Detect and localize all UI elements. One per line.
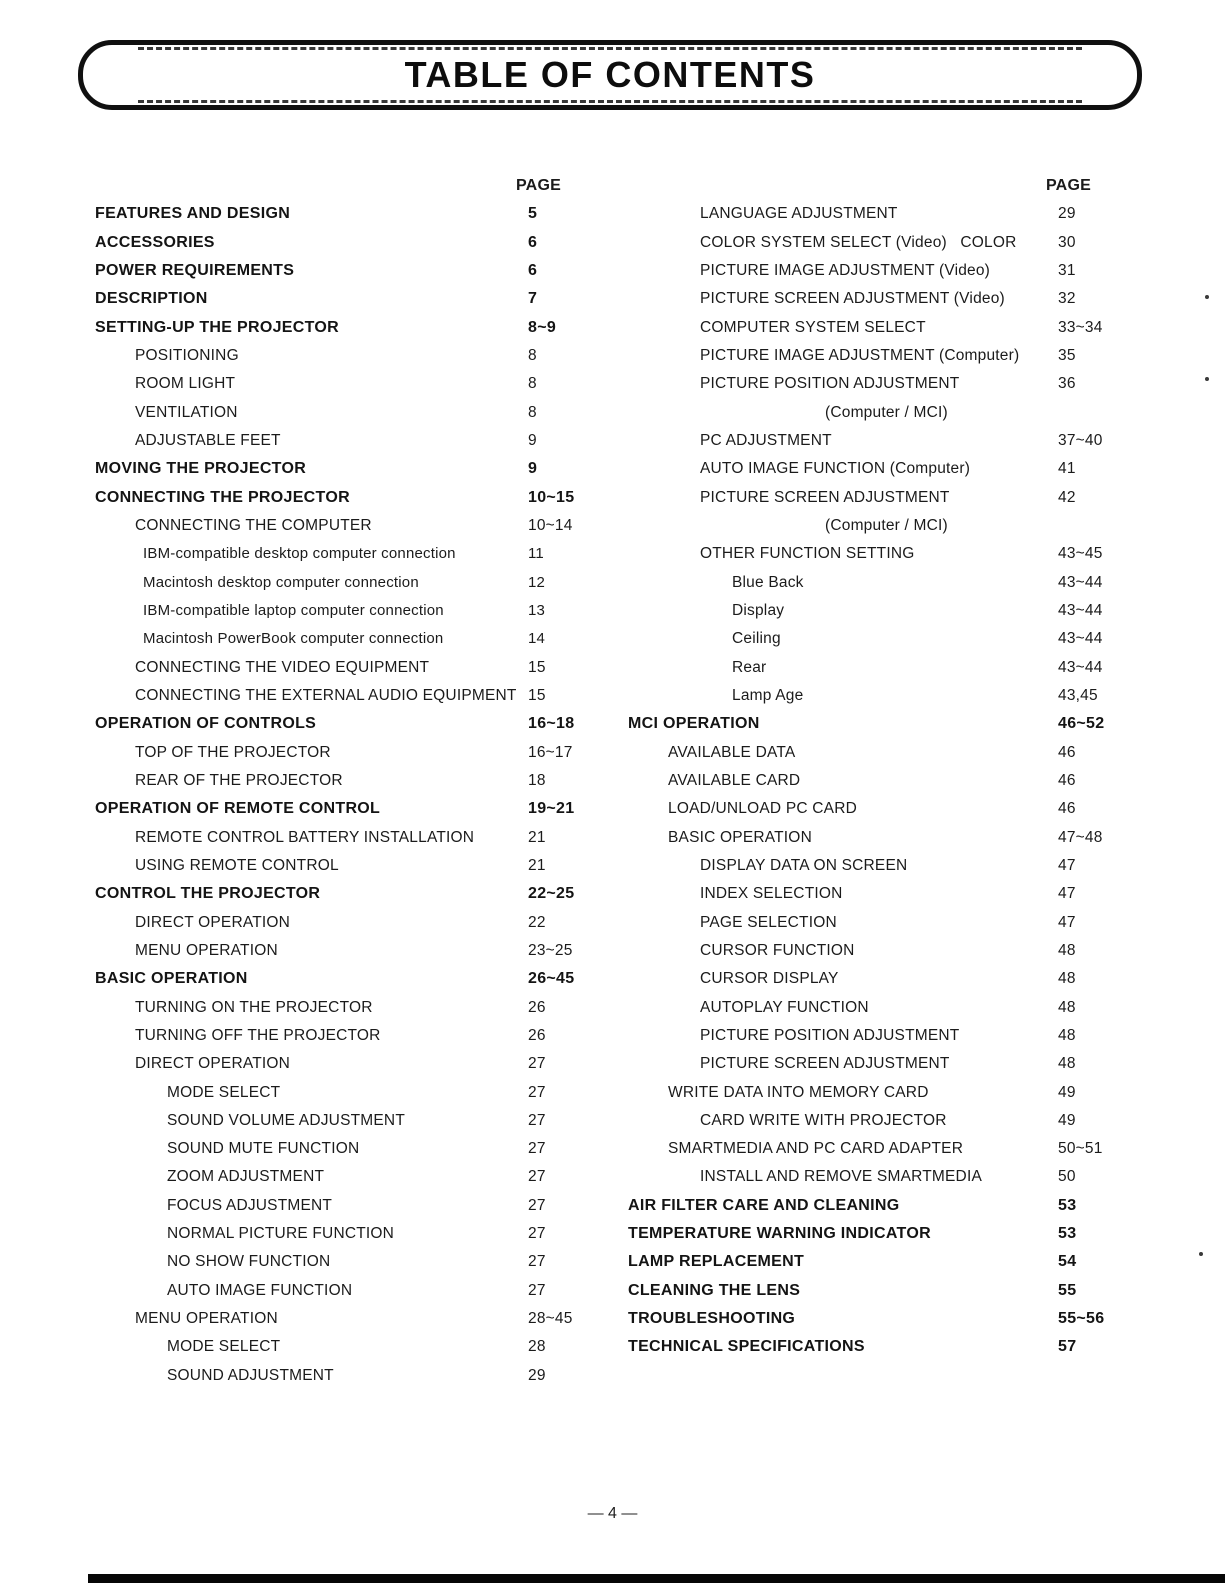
toc-entry bbox=[628, 257, 1198, 285]
toc-entry-page: 47 bbox=[1058, 885, 1076, 903]
toc-entry-title: DIRECT OPERATION bbox=[135, 1055, 291, 1073]
toc-entry bbox=[628, 937, 1198, 965]
toc-entry bbox=[628, 1163, 1198, 1191]
bottom-scan-bar bbox=[88, 1574, 1225, 1583]
toc-entry-title: SOUND VOLUME ADJUSTMENT bbox=[167, 1111, 405, 1129]
toc-entry-title: CARD WRITE WITH PROJECTOR bbox=[700, 1111, 947, 1129]
toc-entry bbox=[628, 682, 1198, 710]
toc-entry bbox=[95, 824, 625, 852]
toc-entry-title: LOAD/UNLOAD PC CARD bbox=[668, 800, 857, 818]
toc-entry-title: COMPUTER SYSTEM SELECT bbox=[700, 318, 926, 336]
toc-entry bbox=[628, 1050, 1198, 1078]
page-number-footer: — 4 — bbox=[587, 1505, 638, 1522]
toc-entry-title: CONNECTING THE PROJECTOR bbox=[95, 488, 350, 506]
toc-entry bbox=[95, 370, 625, 398]
toc-entry-page: 36 bbox=[1058, 375, 1076, 393]
toc-entry-page: 10~14 bbox=[528, 516, 573, 534]
toc-entry-page: 55 bbox=[1058, 1281, 1077, 1299]
toc-entry bbox=[95, 739, 625, 767]
toc-entry-title: CURSOR DISPLAY bbox=[700, 970, 839, 988]
toc-entry-title: DESCRIPTION bbox=[95, 290, 208, 308]
toc-entry-page: 43,45 bbox=[1058, 686, 1098, 704]
toc-entry bbox=[628, 880, 1198, 908]
toc-entry bbox=[628, 512, 1198, 540]
toc-entry-page: 48 bbox=[1058, 1026, 1076, 1044]
toc-entry-title: ZOOM ADJUSTMENT bbox=[167, 1168, 325, 1186]
toc-entry-title: PICTURE POSITION ADJUSTMENT bbox=[700, 375, 960, 393]
toc-entry-title: ACCESSORIES bbox=[95, 233, 215, 251]
toc-entry-title: (Computer / MCI) bbox=[825, 403, 948, 421]
toc-entry-page: 11 bbox=[528, 545, 544, 563]
toc-entry-title: ROOM LIGHT bbox=[135, 375, 236, 393]
toc-entry-page: 18 bbox=[528, 771, 546, 789]
toc-entry bbox=[95, 314, 625, 342]
toc-entry-page: 50~51 bbox=[1058, 1140, 1103, 1158]
toc-entry bbox=[628, 654, 1198, 682]
toc-entry-page: 37~40 bbox=[1058, 431, 1103, 449]
toc-entry bbox=[95, 795, 625, 823]
toc-entry-title: PICTURE SCREEN ADJUSTMENT bbox=[700, 1055, 950, 1073]
toc-entry-title: TECHNICAL SPECIFICATIONS bbox=[628, 1338, 865, 1356]
toc-entry-page: 46 bbox=[1058, 800, 1076, 818]
toc-entry-page: 26 bbox=[528, 1026, 546, 1044]
toc-entry bbox=[95, 1107, 625, 1135]
toc-entry-page: 50 bbox=[1058, 1168, 1076, 1186]
toc-entry bbox=[628, 229, 1198, 257]
toc-entry bbox=[95, 399, 625, 427]
toc-entry-page: 47 bbox=[1058, 913, 1076, 931]
toc-entry bbox=[628, 767, 1198, 795]
toc-entry-title: ADJUSTABLE FEET bbox=[135, 431, 281, 449]
toc-entry-page: 8 bbox=[528, 375, 537, 393]
toc-entry-page: 29 bbox=[1058, 205, 1076, 223]
toc-entry-title: SETTING-UP THE PROJECTOR bbox=[95, 318, 339, 336]
toc-entry-title: CURSOR FUNCTION bbox=[700, 941, 855, 959]
toc-entry-title: SOUND ADJUSTMENT bbox=[167, 1366, 334, 1384]
toc-entry-title: TOP OF THE PROJECTOR bbox=[135, 743, 331, 761]
toc-entry bbox=[95, 1022, 625, 1050]
toc-entry bbox=[95, 1220, 625, 1248]
toc-entry-page: 41 bbox=[1058, 460, 1076, 478]
toc-entry bbox=[628, 1135, 1198, 1163]
toc-entry-page: 27 bbox=[528, 1140, 546, 1158]
toc-entry-title: PICTURE IMAGE ADJUSTMENT (Video) bbox=[700, 261, 991, 279]
toc-entry-page: 27 bbox=[528, 1055, 546, 1073]
toc-entry-title: Lamp Age bbox=[732, 686, 804, 704]
toc-entry-page: 48 bbox=[1058, 941, 1076, 959]
toc-entry-page: 9 bbox=[528, 431, 537, 449]
toc-entry bbox=[628, 285, 1198, 313]
toc-entry-title: MENU OPERATION bbox=[135, 1310, 278, 1328]
toc-entry-title: AVAILABLE DATA bbox=[668, 743, 796, 761]
toc-entry bbox=[628, 1333, 1198, 1361]
toc-entry-page: 21 bbox=[528, 828, 546, 846]
toc-entry-page: 22 bbox=[528, 913, 546, 931]
toc-entry-title: AUTOPLAY FUNCTION bbox=[700, 998, 869, 1016]
toc-entry-title: TEMPERATURE WARNING INDICATOR bbox=[628, 1225, 931, 1243]
toc-entry-page: 9 bbox=[528, 460, 538, 478]
toc-entry-page: 46~52 bbox=[1058, 715, 1105, 733]
toc-entry bbox=[95, 569, 625, 597]
title-box bbox=[78, 40, 1142, 110]
toc-entry-title: Blue Back bbox=[732, 573, 804, 591]
toc-entry-page: 8~9 bbox=[528, 318, 557, 336]
toc-entry bbox=[628, 909, 1198, 937]
toc-entry-page: 16~17 bbox=[528, 743, 573, 761]
toc-entry-title: CONNECTING THE VIDEO EQUIPMENT bbox=[135, 658, 430, 676]
toc-entry-page: 46 bbox=[1058, 771, 1076, 789]
toc-entry bbox=[628, 399, 1198, 427]
toc-entry bbox=[95, 1305, 625, 1333]
toc-entry-title: DISPLAY DATA ON SCREEN bbox=[700, 856, 908, 874]
toc-entry-title: AVAILABLE CARD bbox=[668, 771, 801, 789]
scan-speck bbox=[1199, 1252, 1203, 1256]
toc-entry-page: 49 bbox=[1058, 1083, 1076, 1101]
toc-entry-title: Ceiling bbox=[732, 630, 781, 648]
toc-entry-page: 49 bbox=[1058, 1111, 1076, 1129]
toc-entry-title: TURNING ON THE PROJECTOR bbox=[135, 998, 373, 1016]
toc-entry-page: 31 bbox=[1058, 261, 1076, 279]
toc-entry-title: FEATURES AND DESIGN bbox=[95, 205, 291, 223]
toc-entry bbox=[95, 455, 625, 483]
toc-entry-title: OPERATION OF REMOTE CONTROL bbox=[95, 800, 381, 818]
toc-entry-page: 46 bbox=[1058, 743, 1076, 761]
toc-entry-page: 26 bbox=[528, 998, 546, 1016]
toc-entry bbox=[95, 710, 625, 738]
toc-entry-title: OTHER FUNCTION SETTING bbox=[700, 545, 915, 563]
toc-entry bbox=[628, 1220, 1198, 1248]
toc-entry bbox=[95, 880, 625, 908]
page-column-header bbox=[95, 172, 625, 200]
toc-entry-title: SOUND MUTE FUNCTION bbox=[167, 1140, 360, 1158]
page-title: TABLE OF CONTENTS bbox=[404, 54, 816, 95]
toc-entry bbox=[95, 1248, 625, 1276]
toc-entry-page: 10~15 bbox=[528, 488, 575, 506]
toc-entry-title: OPERATION OF CONTROLS bbox=[95, 715, 317, 733]
toc-entry bbox=[95, 285, 625, 313]
toc-entry-page: 29 bbox=[528, 1366, 546, 1384]
toc-entry-page: 6 bbox=[528, 261, 538, 279]
toc-entry bbox=[95, 767, 625, 795]
toc-entry-title: PICTURE IMAGE ADJUSTMENT (Computer) bbox=[700, 346, 1020, 364]
toc-entry-title: INDEX SELECTION bbox=[700, 885, 843, 903]
toc-entry-title: DIRECT OPERATION bbox=[135, 913, 291, 931]
toc-column-right bbox=[628, 172, 1198, 1362]
toc-entry-title: NO SHOW FUNCTION bbox=[167, 1253, 331, 1271]
toc-entry bbox=[95, 1192, 625, 1220]
toc-entry-page: 33~34 bbox=[1058, 318, 1103, 336]
toc-entry-page: 43~44 bbox=[1058, 658, 1103, 676]
toc-entry-title: PICTURE POSITION ADJUSTMENT bbox=[700, 1026, 960, 1044]
toc-entry-page: 8 bbox=[528, 403, 537, 421]
toc-entry bbox=[95, 994, 625, 1022]
toc-entry-title: INSTALL AND REMOVE SMARTMEDIA bbox=[700, 1168, 982, 1186]
toc-entry-title: COLOR SYSTEM SELECT (Video) COLOR bbox=[700, 233, 1017, 251]
toc-entry bbox=[628, 965, 1198, 993]
toc-entry bbox=[628, 994, 1198, 1022]
toc-entry-title: FOCUS ADJUSTMENT bbox=[167, 1196, 333, 1214]
toc-entry-title: SMARTMEDIA AND PC CARD ADAPTER bbox=[668, 1140, 964, 1158]
toc-entry-title: TROUBLESHOOTING bbox=[628, 1310, 796, 1328]
toc-entry-title: MOVING THE PROJECTOR bbox=[95, 460, 307, 478]
toc-entry-page: 27 bbox=[528, 1281, 546, 1299]
toc-entry bbox=[95, 540, 625, 568]
toc-entry-page: 43~44 bbox=[1058, 601, 1103, 619]
toc-entry-title: VENTILATION bbox=[135, 403, 238, 421]
toc-entry-page: 13 bbox=[528, 601, 546, 619]
toc-entry-page: 42 bbox=[1058, 488, 1076, 506]
toc-entry-page: 53 bbox=[1058, 1196, 1077, 1214]
toc-entry-page: 7 bbox=[528, 290, 538, 308]
toc-entry-title: TURNING OFF THE PROJECTOR bbox=[135, 1026, 381, 1044]
toc-entry bbox=[95, 1050, 625, 1078]
toc-entry-title: LANGUAGE ADJUSTMENT bbox=[700, 205, 898, 223]
toc-entry-title: CONNECTING THE COMPUTER bbox=[135, 516, 372, 534]
toc-entry-page: 43~44 bbox=[1058, 573, 1103, 591]
toc-entry bbox=[628, 795, 1198, 823]
toc-entry-page: 8 bbox=[528, 346, 537, 364]
toc-entry-page: 47~48 bbox=[1058, 828, 1103, 846]
toc-entry bbox=[628, 710, 1198, 738]
toc-entry-page: 19~21 bbox=[528, 800, 575, 818]
toc-entry bbox=[95, 1277, 625, 1305]
toc-entry-page: 15 bbox=[528, 658, 546, 676]
toc-entry-page: 35 bbox=[1058, 346, 1076, 364]
toc-entry-page: 16~18 bbox=[528, 715, 575, 733]
page-header-label: PAGE bbox=[1046, 177, 1091, 194]
toc-entry-title: LAMP REPLACEMENT bbox=[628, 1253, 805, 1271]
toc-entry-title: POSITIONING bbox=[135, 346, 239, 364]
toc-entry-page: 54 bbox=[1058, 1253, 1077, 1271]
toc-entry-page: 27 bbox=[528, 1111, 546, 1129]
toc-entry bbox=[95, 257, 625, 285]
toc-entry bbox=[628, 1022, 1198, 1050]
toc-entry-title: PC ADJUSTMENT bbox=[700, 431, 832, 449]
toc-entry-title: Rear bbox=[732, 658, 767, 676]
toc-entry-page: 26~45 bbox=[528, 970, 575, 988]
toc-entry-title: PICTURE SCREEN ADJUSTMENT bbox=[700, 488, 950, 506]
toc-entry-title: (Computer / MCI) bbox=[825, 516, 948, 534]
toc-entry bbox=[628, 1277, 1198, 1305]
toc-entry bbox=[95, 654, 625, 682]
toc-entry bbox=[628, 597, 1198, 625]
toc-entry bbox=[628, 1248, 1198, 1276]
toc-entry-title: WRITE DATA INTO MEMORY CARD bbox=[668, 1083, 929, 1101]
toc-entry bbox=[95, 1362, 625, 1390]
scan-speck bbox=[1205, 377, 1209, 381]
toc-entry-title: REAR OF THE PROJECTOR bbox=[135, 771, 343, 789]
toc-entry bbox=[628, 1305, 1198, 1333]
toc-entry-page: 14 bbox=[528, 630, 546, 648]
toc-entry bbox=[95, 937, 625, 965]
toc-entry-title: USING REMOTE CONTROL bbox=[135, 856, 339, 874]
toc-entry bbox=[95, 682, 625, 710]
scan-speck bbox=[1205, 295, 1209, 299]
toc-entry bbox=[628, 852, 1198, 880]
toc-entry bbox=[95, 229, 625, 257]
toc-entry-title: AIR FILTER CARE AND CLEANING bbox=[628, 1196, 900, 1214]
toc-entry bbox=[628, 824, 1198, 852]
toc-entry-title: MODE SELECT bbox=[167, 1083, 281, 1101]
toc-entry-title: REMOTE CONTROL BATTERY INSTALLATION bbox=[135, 828, 475, 846]
toc-entry bbox=[95, 1135, 625, 1163]
toc-entry-title: PICTURE SCREEN ADJUSTMENT (Video) bbox=[700, 290, 1005, 308]
toc-entry-title: AUTO IMAGE FUNCTION (Computer) bbox=[700, 460, 971, 478]
toc-entry bbox=[95, 484, 625, 512]
toc-entry bbox=[95, 965, 625, 993]
toc-entry-page: 32 bbox=[1058, 290, 1076, 308]
toc-entry-page: 15 bbox=[528, 686, 546, 704]
toc-entry-page: 21 bbox=[528, 856, 546, 874]
page-header-label: PAGE bbox=[516, 177, 561, 194]
toc-entry bbox=[628, 569, 1198, 597]
toc-entry-page: 23~25 bbox=[528, 941, 573, 959]
toc-entry-title: MENU OPERATION bbox=[135, 941, 278, 959]
toc-entry-page: 27 bbox=[528, 1083, 546, 1101]
toc-entry-title: CONNECTING THE EXTERNAL AUDIO EQUIPMENT bbox=[135, 686, 517, 704]
page-column-header bbox=[628, 172, 1198, 200]
toc-entry-page: 30 bbox=[1058, 233, 1076, 251]
toc-entry-page: 22~25 bbox=[528, 885, 575, 903]
toc-entry-page: 55~56 bbox=[1058, 1310, 1105, 1328]
toc-entry bbox=[628, 427, 1198, 455]
toc-entry-page: 43~44 bbox=[1058, 630, 1103, 648]
toc-entry-page: 5 bbox=[528, 205, 538, 223]
toc-entry-title: POWER REQUIREMENTS bbox=[95, 261, 295, 279]
toc-entry bbox=[628, 484, 1198, 512]
toc-entry bbox=[95, 909, 625, 937]
toc-entry-title: IBM-compatible laptop computer connection bbox=[143, 601, 444, 619]
toc-entry-title: CLEANING THE LENS bbox=[628, 1281, 801, 1299]
toc-entry bbox=[628, 1192, 1198, 1220]
toc-entry bbox=[95, 342, 625, 370]
toc-entry bbox=[628, 342, 1198, 370]
toc-column-left bbox=[95, 172, 625, 1390]
toc-entry-title: BASIC OPERATION bbox=[95, 970, 248, 988]
toc-entry bbox=[628, 1079, 1198, 1107]
toc-entry-title: Display bbox=[732, 601, 785, 619]
toc-entry bbox=[95, 512, 625, 540]
toc-entry bbox=[95, 1333, 625, 1361]
toc-entry bbox=[95, 852, 625, 880]
toc-entry-page: 28~45 bbox=[528, 1310, 573, 1328]
toc-entry-title: IBM-compatible desktop computer connection bbox=[143, 545, 456, 563]
toc-entry-page: 53 bbox=[1058, 1225, 1077, 1243]
toc-entry-title: AUTO IMAGE FUNCTION bbox=[167, 1281, 353, 1299]
toc-entry-title: MODE SELECT bbox=[167, 1338, 281, 1356]
toc-entry bbox=[95, 427, 625, 455]
toc-entry bbox=[95, 200, 625, 228]
toc-entry-page: 48 bbox=[1058, 970, 1076, 988]
toc-entry-page: 47 bbox=[1058, 856, 1076, 874]
toc-entry bbox=[95, 597, 625, 625]
toc-entry-page: 28 bbox=[528, 1338, 546, 1356]
toc-entry-page: 48 bbox=[1058, 1055, 1076, 1073]
toc-entry-page: 43~45 bbox=[1058, 545, 1103, 563]
toc-entry bbox=[628, 314, 1198, 342]
toc-entry-page: 27 bbox=[528, 1225, 546, 1243]
toc-entry bbox=[628, 625, 1198, 653]
toc-entry bbox=[95, 1163, 625, 1191]
toc-entry-title: MCI OPERATION bbox=[628, 715, 760, 733]
toc-entry bbox=[628, 540, 1198, 568]
toc-entry-page: 48 bbox=[1058, 998, 1076, 1016]
toc-entry bbox=[628, 455, 1198, 483]
toc-entry-title: CONTROL THE PROJECTOR bbox=[95, 885, 321, 903]
toc-entry-page: 27 bbox=[528, 1196, 546, 1214]
toc-entry bbox=[628, 1107, 1198, 1135]
toc-entry bbox=[95, 1079, 625, 1107]
toc-entry bbox=[628, 200, 1198, 228]
toc-entry bbox=[628, 370, 1198, 398]
toc-entry bbox=[628, 739, 1198, 767]
toc-entry-page: 27 bbox=[528, 1168, 546, 1186]
toc-entry bbox=[95, 625, 625, 653]
toc-entry-page: 12 bbox=[528, 573, 546, 591]
toc-entry-title: Macintosh PowerBook computer connection bbox=[143, 630, 444, 648]
toc-entry-title: Macintosh desktop computer connection bbox=[143, 573, 419, 591]
toc-entry-title: PAGE SELECTION bbox=[700, 913, 837, 931]
toc-entry-page: 57 bbox=[1058, 1338, 1077, 1356]
toc-entry-page: 27 bbox=[528, 1253, 546, 1271]
toc-entry-title: NORMAL PICTURE FUNCTION bbox=[167, 1225, 395, 1243]
toc-entry-page: 6 bbox=[528, 233, 538, 251]
toc-entry-title: BASIC OPERATION bbox=[668, 828, 812, 846]
